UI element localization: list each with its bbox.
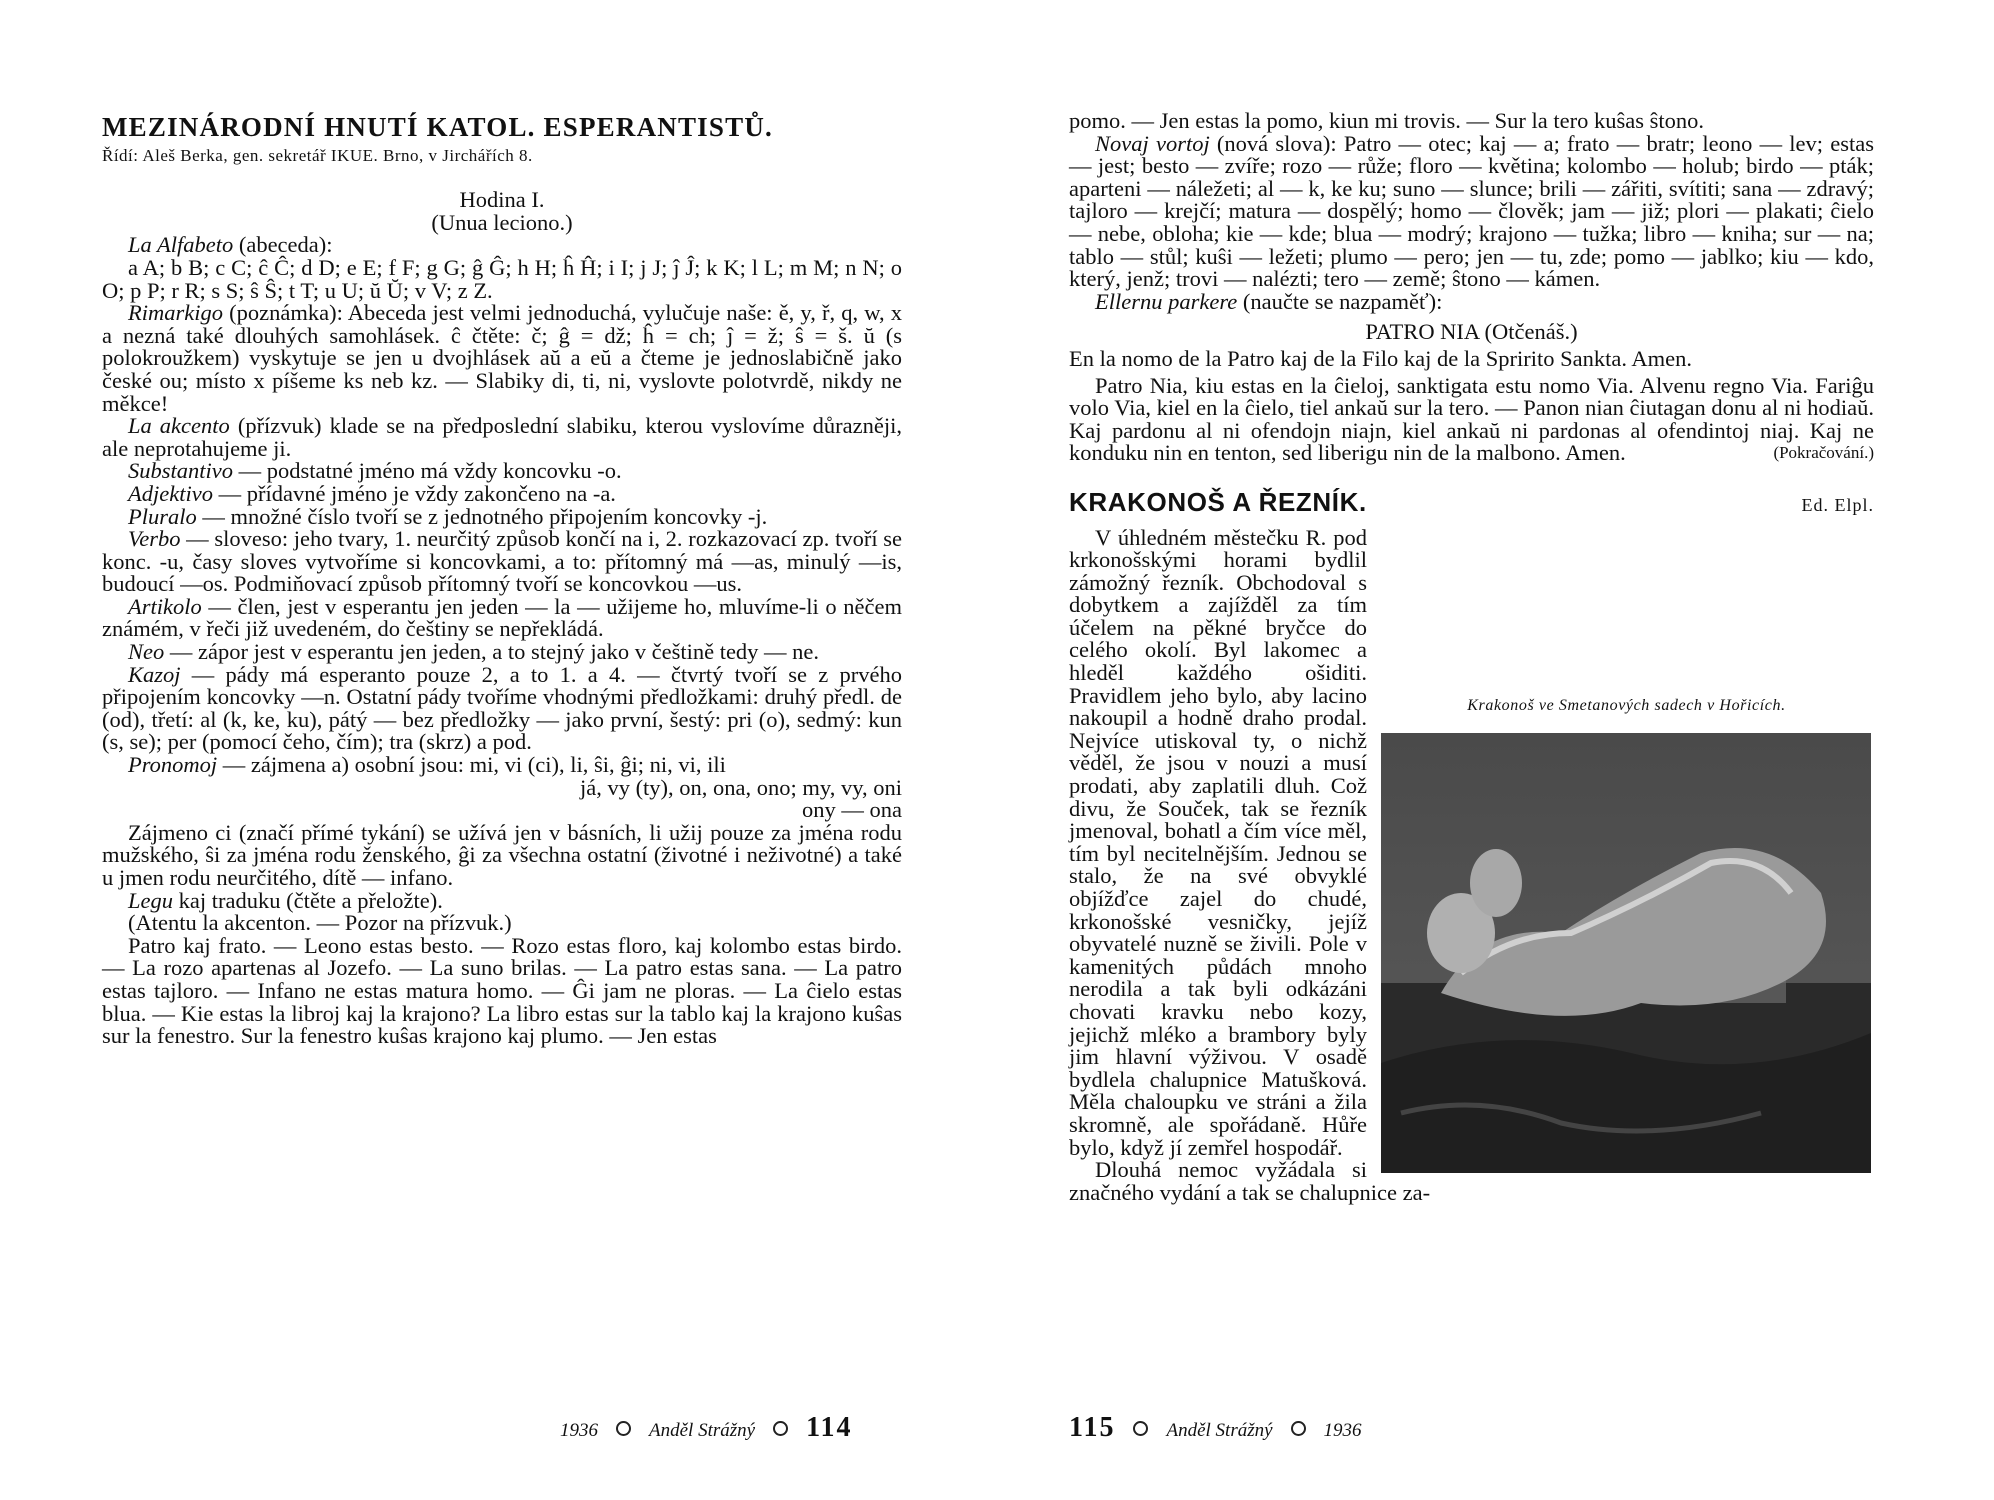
prayer-body: Patro Nia, kiu estas en la ĉieloj, sanktigata estu nomo Via. Alvenu regno Via. Fariĝu volo Via, kiel en la ĉielo, tiel ankaŭ sur la tero. — Panon nian ĉiutagan donu al ni hodiaŭ. Kaj pardonu al ni ofendojn niajn, kiel ankaŭ ni pardonas al ofendintoj niaj. Kaj ne konduku nin en tenton, sed liberigu nin de la malbono. Amen. (Pokračování.) — [1069, 372, 1874, 466]
article-paragraph: Artikolo — člen, jest v esperantu jen jeden — la — užijeme ho, mluvíme-li o něčem známém, v řeči již uvedeném, do češtiny se nepřekládá. — [102, 593, 902, 642]
note-paragraph: Rimarkigo (poznámka): Abeceda jest velmi jednoduchá, vylučuje naše: ě, y, ř, q, w, x a nezná také dlouhých samohlásek. ĉ čtěte: č; ĝ = dž; ĥ = ch; ĵ = ž; ŝ = š. ŭ (s polokroužkem) vyskytuje se jen u dvojhlásek aŭ a eŭ a čteme je jednoslabičně jako české ou; místo x píšeme ks neb kz. — Slabiky di, ti, ni, vyslovte polotvrdě, nikdy ne měkce! — [102, 300, 902, 416]
prayer-invocation: En la nomo de la Patro kaj de la Filo kaj de la Spririto Sankta. Amen. — [1069, 345, 1693, 371]
story-author: Ed. Elpl. — [1801, 494, 1874, 515]
statue-photo-image — [1381, 733, 1871, 1173]
right-page — [997, 0, 1994, 1500]
footer-year: 1936 — [560, 1420, 598, 1441]
story-title-row — [1069, 486, 1874, 517]
story-paragraph-2: Dlouhá nemoc vyžádala si značného vydání a tak se chalupnice za- — [1069, 1157, 1431, 1205]
reading-heading: Legu kaj traduku (čtěte a přeložte). — [128, 887, 443, 913]
footer-title: Anděl Strážný — [649, 1420, 756, 1441]
pronouns-line-1: Pronomoj — zájmena a) osobní jsou: mi, vi (ci), li, ŝi, ĝi; ni, vi, ili — [128, 752, 726, 778]
circle-ornament-icon — [773, 1421, 788, 1436]
lesson-title: Hodina I. — [459, 187, 545, 213]
negation-paragraph: Neo — zápor jest v esperantu jen jeden, a to stejný jako v češtině tedy — ne. — [128, 639, 820, 665]
vocabulary-paragraph: Novaj vortoj (nová slova): Patro — otec; kaj — a; frato — bratr; leono — lev; estas — jest; besto — zvíře; rozo — růže; floro — květina; kolombo — holub; birdo — pták; aparteni — náležeti; al — k, ke ku; suno — slunce; brili — zářiti, svítiti; sana — zdravý; tajloro — krejčí; matura — dospělý; homo — člověk; jam — již; plori — plakati; ĉielo — nebe, obloha; kie — kde; blua — modrý; krajono — tužka; libro — kniha; sur — na; tablo — stůl; kuŝi — ležeti; plumo — pero; jen — tu, zde; pomo — jablko; kiu — kdo, který, jenž; trovi — nalézti; tero — země; ŝtono — kámen. — [1069, 130, 1874, 292]
accent-paragraph: La akcento (přízvuk) klade se na předposlední slabiku, kterou vyslovíme důrazněji, ale neprotahujeme ji. — [102, 413, 902, 461]
pronouns-line-2: já, vy (ty), on, ona, ono; my, vy, oni — [579, 774, 902, 800]
page-number: 114 — [806, 1412, 853, 1443]
verb-paragraph: Verbo — sloveso: jeho tvary, 1. neurčitý způsob končí na i, 2. rozkazovací zp. tvoří se konc. -u, časy sloves vytvoříme si koncovkami, a to: přítomný má —as, minulý —is, budoucí —os. Podmiňovací způsob přítomný tvoří se koncovkou —us. — [102, 526, 902, 597]
circle-ornament-icon — [1133, 1421, 1148, 1436]
plural-paragraph: Pluralo — množné číslo tvoří se z jednotného připojením koncovky -j. — [128, 503, 768, 529]
alphabet-list: a A; b B; c C; ĉ Ĉ; d D; e E; f F; g G; ĝ Ĝ; h H; ĥ Ĥ; i I; j J; ĵ Ĵ; k K; l L; m M; n N; o O; p P; r R; s S; ŝ Ŝ; t T; u U; ŭ Ŭ; v V; z Z. — [102, 254, 902, 303]
page-number: 115 — [1069, 1412, 1116, 1443]
section-header: MEZINÁRODNÍ HNUTÍ KATOL. ESPERANTISTŮ. — [102, 112, 773, 142]
right-column — [1069, 110, 1874, 1204]
prayer-title: PATRO NIA (Otčenáš.) — [1365, 319, 1578, 345]
accent-note: (Atentu la akcenton. — Pozor na přízvuk.) — [128, 910, 512, 936]
photo-figure — [1379, 683, 1874, 1174]
story-paragraph-1: V úhledném městečku R. pod krkonošskými horami bydlil zámožný řezník. Obchodoval s dobytkem a zajížděl za tím účelem na pěkné bryčce do celého okolí. Byl lakomec a hleděl každého ošiditi. Pravidlem jeho bylo, aby lacino nakoupil a hodně draho prodal. Nejvíce utiskoval ty, o nichž věděl, že jsou v nouzi a musí prodati, aby zaplatili dluh. Což divu, že Souček, tak se řezník jmenoval, bohatl a čím více měl, tím byl necitelnějším. Jednou se stalo, že na své obvyklé objížďce zajel do chudé, krkonošské vesničky, jejíž obyvatelé nuzně se živili. Pole v kamenitých půdách mnoho nerodila a tak byli odkázáni chovati kravku nebo kozy, jejichž mléko a brambory byly jim hlavní výživou. V osadě bydlela chalupnice Matušková. Měla chaloupku ve stráni a žila skromně, ale spořádaně. Hůře bylo, když jí zemřel hospodář. — [1069, 524, 1367, 1160]
lesson-subtitle: (Unua leciono.) — [431, 209, 573, 235]
alphabet-heading: La Alfabeto (abeceda): — [128, 232, 333, 258]
page-footer — [560, 1412, 853, 1444]
pronoun-usage-paragraph: Zájmeno ci (značí přímé tykání) se užívá jen v básních, li užij pouze za jména rodu mužského, ŝi za jména rodu ženského, ĝi za všechna ostatní (životné i neživotné) a také u jmen rodu neurčitého, dítě — infano. — [102, 819, 902, 890]
photo-krakonos-statue — [1381, 733, 1871, 1173]
substantive-paragraph: Substantivo — podstatné jméno má vždy koncovku -o. — [128, 458, 622, 484]
circle-ornament-icon — [1291, 1421, 1306, 1436]
memorize-heading: Ellernu parkere (naučte se nazpaměť): — [1095, 288, 1443, 314]
section-subheader: Řídí: Aleš Berka, gen. sekretář IKUE. Brno, v Jirchářích 8. — [102, 145, 533, 165]
cases-paragraph: Kazoj — pády má esperanto pouze 2, a to 1. a 4. — čtvrtý tvoří se z prvého připojením koncovky —n. Ostatní pády tvoříme vhodnými předložkami: druhý předl. de (od), třetí: al (k, ke, ku), pátý — bez předložky — jako první, šestý: pri (o), sedmý: kun (s, se); per (pomocí čeho, čím); tra (skrz) a pod. — [102, 661, 902, 755]
pronouns-line-3: ony — ona — [802, 797, 902, 823]
story-title: KRAKONOŠ A ŘEZNÍK. — [1069, 486, 1367, 517]
page-footer — [1069, 1412, 1362, 1444]
photo-caption: Krakonoš ve Smetanových sadech v Hořicích. — [1467, 696, 1786, 714]
circle-ornament-icon — [616, 1421, 631, 1436]
reading-text: Patro kaj frato. — Leono estas besto. — Rozo estas floro, kaj kolombo estas birdo. — La rozo apartenas al Jozefo. — La suno brilas. — La patro estas sana. — La patro estas tajloro. — Infano ne estas matura homo. — Ĝi jam ne ploras. — La ĉielo estas blua. — Kie estas la libroj kaj la krajono? La libro estas sur la tablo kaj la krajono kuŝas sur la fenestro. Sur la fenestro kuŝas krajono kaj plumo. — Jen estas — [102, 932, 902, 1049]
adjective-paragraph: Adjektivo — přídavné jméno je vždy zakončeno na -a. — [128, 480, 616, 506]
footer-year: 1936 — [1323, 1420, 1362, 1441]
reading-continuation: pomo. — Jen estas la pomo, kiun mi trovis. — Sur la tero kuŝas ŝtono. — [1069, 108, 1704, 133]
footer-title: Anděl Strážný — [1166, 1420, 1273, 1441]
left-column — [102, 108, 902, 1048]
